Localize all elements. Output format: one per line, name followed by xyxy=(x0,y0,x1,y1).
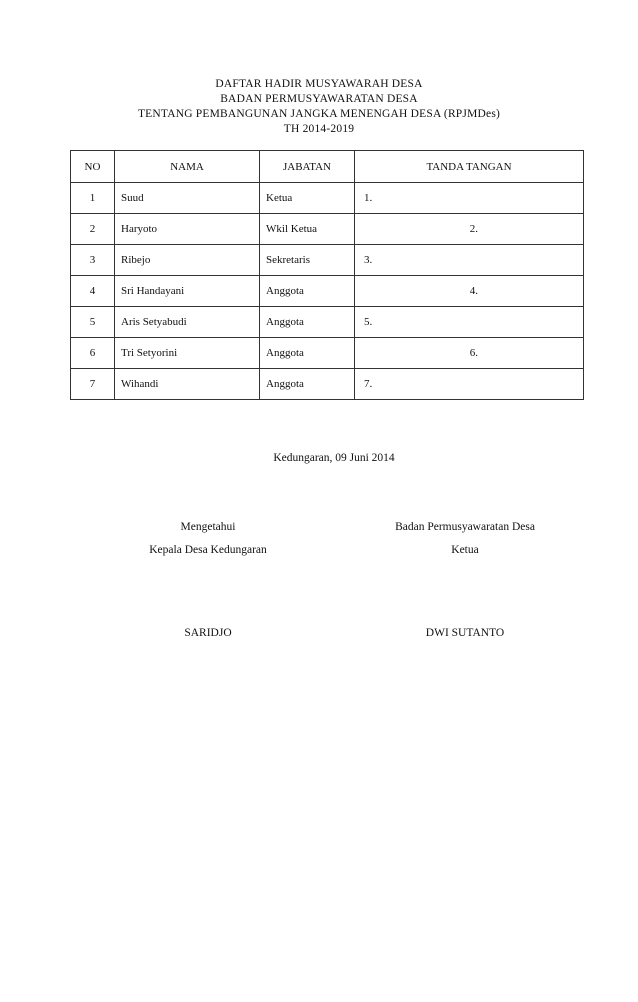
table-row xyxy=(71,307,584,338)
right-signature-caption: Badan Permusyawaratan Desa xyxy=(395,521,535,533)
cell-tanda-tangan: 4. xyxy=(355,276,584,307)
place-date: Kedungaran, 09 Juni 2014 xyxy=(273,452,395,464)
cell-jabatan: Sekretaris xyxy=(260,245,355,276)
cell-jabatan: Anggota xyxy=(260,338,355,369)
table-row xyxy=(71,183,584,214)
cell-jabatan: Anggota xyxy=(260,276,355,307)
cell-no: 3 xyxy=(71,245,115,276)
cell-jabatan: Wkil Ketua xyxy=(260,214,355,245)
document-title xyxy=(0,77,638,137)
cell-tanda-tangan: 1. xyxy=(355,183,584,214)
cell-nama: Aris Setyabudi xyxy=(115,307,260,338)
cell-nama: Tri Setyorini xyxy=(115,338,260,369)
left-signature-role: Kepala Desa Kedungaran xyxy=(149,544,267,556)
cell-tanda-tangan: 5. xyxy=(355,307,584,338)
header-jabatan: JABATAN xyxy=(260,151,355,183)
table-row xyxy=(71,338,584,369)
title-line-3: TENTANG PEMBANGUNAN JANGKA MENENGAH DESA (RPJMDes) xyxy=(137,108,501,120)
table-row xyxy=(71,214,584,245)
title-line-1: DAFTAR HADIR MUSYAWARAH DESA xyxy=(215,78,423,90)
cell-tanda-tangan: 6. xyxy=(355,338,584,369)
header-no: NO xyxy=(71,151,115,183)
cell-no: 6 xyxy=(71,338,115,369)
cell-jabatan: Anggota xyxy=(260,369,355,400)
header-tanda-tangan: TANDA TANGAN xyxy=(355,151,584,183)
cell-no: 1 xyxy=(71,183,115,214)
cell-no: 2 xyxy=(71,214,115,245)
title-line-4: TH 2014-2019 xyxy=(283,123,355,135)
table-row xyxy=(71,276,584,307)
attendance-table xyxy=(70,150,584,400)
cell-nama: Wihandi xyxy=(115,369,260,400)
cell-tanda-tangan: 2. xyxy=(355,214,584,245)
right-signatory-name: DWI SUTANTO xyxy=(425,627,505,639)
table-row xyxy=(71,245,584,276)
cell-jabatan: Anggota xyxy=(260,307,355,338)
cell-tanda-tangan: 7. xyxy=(355,369,584,400)
cell-no: 5 xyxy=(71,307,115,338)
title-line-2: BADAN PERMUSYAWARATAN DESA xyxy=(220,93,418,105)
cell-nama: Haryoto xyxy=(115,214,260,245)
cell-nama: Sri Handayani xyxy=(115,276,260,307)
table-row xyxy=(71,369,584,400)
cell-nama: Ribejo xyxy=(115,245,260,276)
left-signatory-name: SARIDJO xyxy=(184,627,232,639)
table-header-row xyxy=(71,151,584,183)
left-signature-caption: Mengetahui xyxy=(180,521,236,533)
right-signature-role: Ketua xyxy=(451,544,479,556)
header-nama: NAMA xyxy=(115,151,260,183)
cell-jabatan: Ketua xyxy=(260,183,355,214)
cell-tanda-tangan: 3. xyxy=(355,245,584,276)
cell-no: 7 xyxy=(71,369,115,400)
cell-no: 4 xyxy=(71,276,115,307)
cell-nama: Suud xyxy=(115,183,260,214)
